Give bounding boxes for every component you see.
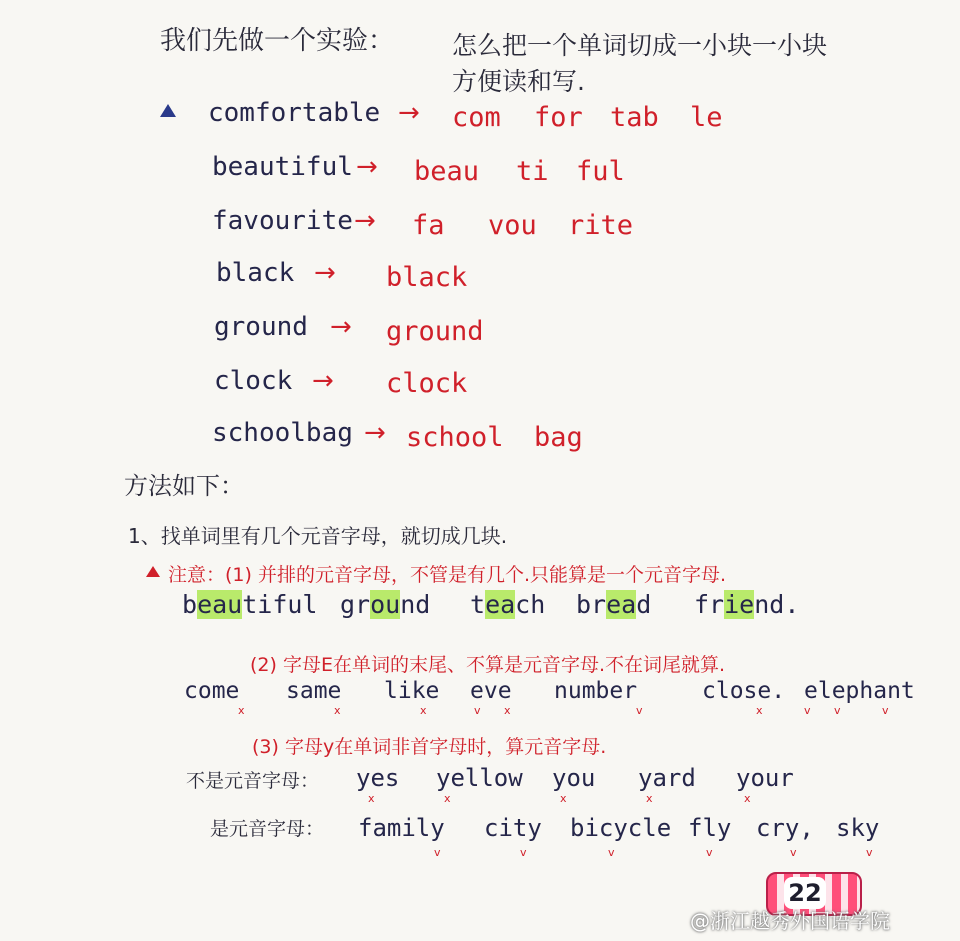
watermark: @浙江越秀外国语学院 (690, 909, 890, 933)
e-example-word: come (184, 678, 240, 704)
word-part: nd. (754, 590, 800, 619)
example-word: ground (214, 312, 308, 342)
cross-mark: x (504, 704, 511, 717)
syllable: school (406, 422, 504, 453)
highlighted-vowels: ea (606, 590, 637, 619)
syllable: vou (488, 210, 537, 241)
e-example-word: like (384, 678, 440, 704)
arrow-icon: → (356, 152, 378, 182)
check-mark: v (608, 846, 615, 859)
check-mark: v (706, 846, 713, 859)
note-2: (2) 字母E在单词的末尾、不算是元音字母.不在词尾就算. (250, 654, 726, 676)
arrow-icon: → (398, 98, 420, 128)
syllable: rite (568, 210, 634, 241)
syllable: bag (534, 422, 583, 453)
syllable: ti (516, 156, 549, 187)
e-example-word: number (554, 678, 638, 704)
syllable: fa (412, 210, 445, 241)
vowel-example-word (340, 590, 430, 619)
arrow-icon: → (364, 418, 386, 448)
cross-mark: x (368, 792, 375, 805)
check-mark: v (434, 846, 441, 859)
check-mark: v (636, 704, 643, 717)
syllable: black (386, 262, 468, 293)
syllable: clock (386, 368, 468, 399)
check-mark: v (834, 704, 841, 717)
y-example-word: cry, (756, 814, 814, 842)
triangle-icon (160, 104, 176, 117)
syllable: com (452, 102, 501, 133)
arrow-icon: → (330, 312, 352, 342)
question-line-1: 怎么把一个单词切成一小块一小块 (452, 31, 828, 60)
check-mark: v (866, 846, 873, 859)
highlighted-vowels: eau (197, 590, 243, 619)
word-part: d (636, 590, 652, 619)
example-word: schoolbag (212, 418, 353, 448)
vowel-example-word (470, 590, 545, 619)
y-example-word: family (358, 814, 445, 842)
y-example-word: bicycle (570, 814, 672, 842)
word-part: ch (515, 590, 546, 619)
example-word: black (216, 258, 295, 288)
not-vowel-label: 不是元音字母： (186, 770, 320, 792)
highlighted-vowels: ie (724, 590, 755, 619)
note-3: (3) 字母y在单词非首字母时，算元音字母. (252, 736, 607, 758)
word-part: nd (400, 590, 431, 619)
intro-text: 我们先做一个实验： (160, 26, 395, 56)
vowel-example-word (694, 590, 799, 619)
e-example-word: elephant (804, 678, 915, 704)
syllable: le (690, 102, 723, 133)
cross-mark: x (646, 792, 653, 805)
cross-mark: x (744, 792, 751, 805)
cross-mark: x (238, 704, 245, 717)
y-example-word: fly (688, 814, 732, 842)
rule-1: 1、找单词里有几个元音字母，就切成几块. (128, 524, 508, 548)
syllable: tab (610, 102, 659, 133)
cross-mark: x (560, 792, 567, 805)
vowel-example-word (182, 590, 317, 619)
cross-mark: x (334, 704, 341, 717)
example-word: clock (214, 366, 293, 396)
example-word: beautiful (212, 152, 353, 182)
word-part: br (576, 590, 607, 619)
e-example-word: close. (702, 678, 786, 704)
arrow-icon: → (312, 366, 334, 396)
check-mark: v (520, 846, 527, 859)
y-example-word: yes (356, 764, 400, 792)
cross-mark: x (756, 704, 763, 717)
highlighted-vowels: ou (370, 590, 401, 619)
syllable: ful (576, 156, 625, 187)
note-1: 注意：(1) 并排的元音字母，不管是有几个.只能算是一个元音字母. (168, 564, 727, 586)
e-example-word: same (286, 678, 342, 704)
vowel-example-word (576, 590, 651, 619)
cross-mark: x (444, 792, 451, 805)
check-mark: v (882, 704, 889, 717)
question-line-2: 方便读和写. (452, 67, 585, 96)
page-number: 22 (784, 877, 826, 909)
triangle-icon (146, 566, 160, 577)
y-example-word: yard (638, 764, 696, 792)
word-part: gr (340, 590, 371, 619)
example-word: favourite (212, 206, 353, 236)
word-part: t (470, 590, 486, 619)
y-example-word: city (484, 814, 542, 842)
check-mark: v (804, 704, 811, 717)
cross-mark: x (420, 704, 427, 717)
is-vowel-label: 是元音字母： (210, 818, 325, 840)
check-mark: v (474, 704, 481, 717)
syllable: ground (386, 316, 484, 347)
syllable: beau (414, 156, 480, 187)
y-example-word: sky (836, 814, 880, 842)
syllable: for (534, 102, 583, 133)
arrow-icon: → (354, 206, 376, 236)
method-heading: 方法如下： (124, 472, 244, 500)
y-example-word: yellow (436, 764, 523, 792)
highlighted-vowels: ea (485, 590, 516, 619)
check-mark: v (790, 846, 797, 859)
y-example-word: your (736, 764, 794, 792)
word-part: tiful (242, 590, 318, 619)
word-part: fr (694, 590, 725, 619)
y-example-word: you (552, 764, 596, 792)
e-example-word: eve (470, 678, 512, 704)
word-part: b (182, 590, 198, 619)
example-word: comfortable (208, 98, 381, 128)
arrow-icon: → (314, 258, 336, 288)
